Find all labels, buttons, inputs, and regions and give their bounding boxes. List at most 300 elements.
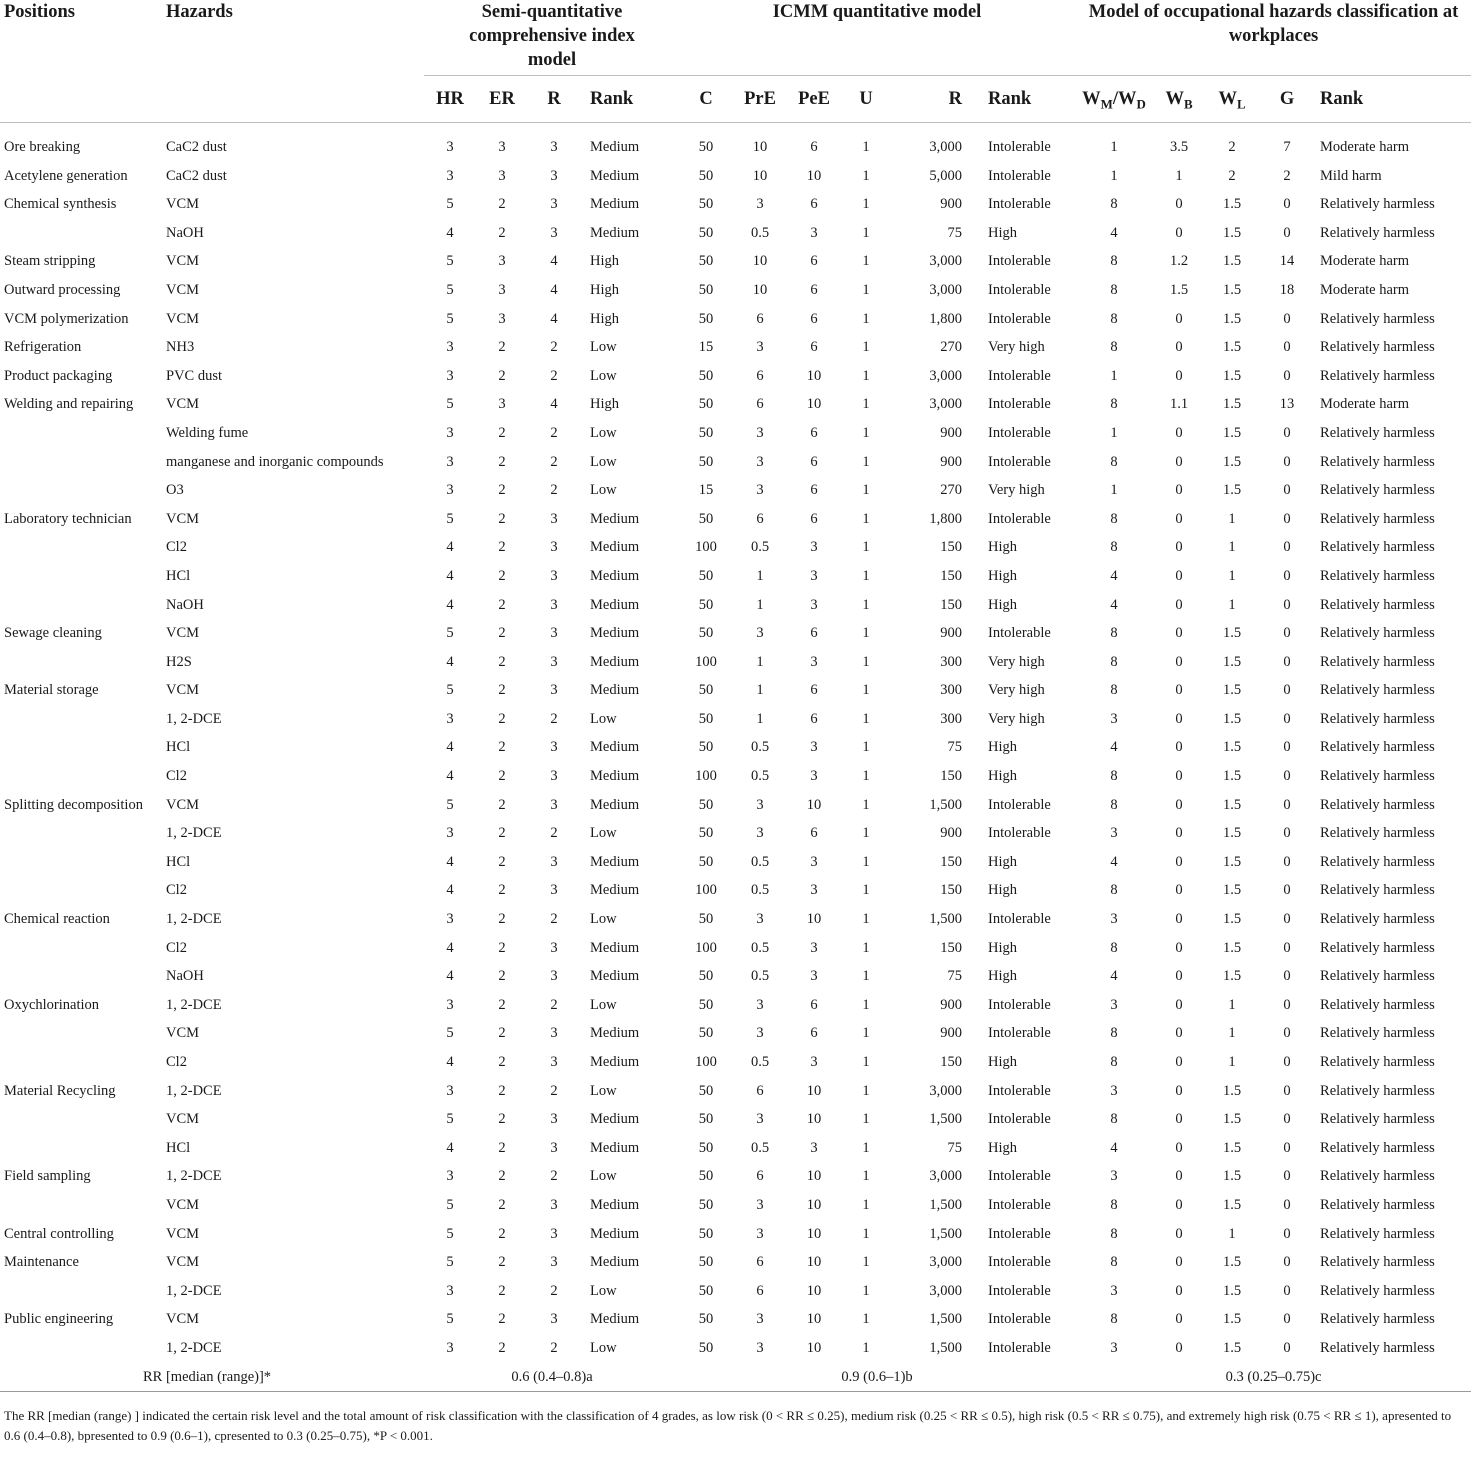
cell-pre: 3 xyxy=(756,196,764,213)
cell-er: 2 xyxy=(498,768,506,785)
cell-rank-model: Relatively harmless xyxy=(1320,825,1435,842)
cell-hazard: VCM xyxy=(166,1196,200,1213)
cell-wl: 1 xyxy=(1228,510,1236,527)
cell-wb: 0 xyxy=(1175,1311,1183,1328)
cell-r-icmm: 1,800 xyxy=(929,310,962,327)
table-row xyxy=(0,333,1471,362)
cell-position xyxy=(0,1191,162,1220)
cell-er: 2 xyxy=(498,853,506,870)
cell-position xyxy=(0,419,162,448)
cell-wl: 1.5 xyxy=(1222,1311,1242,1328)
cell-hr: 3 xyxy=(446,424,454,441)
cell-er: 2 xyxy=(498,1282,506,1299)
cell-pee: 10 xyxy=(806,1196,822,1213)
cell-rank-model: Relatively harmless xyxy=(1320,1225,1435,1242)
cell-hr: 3 xyxy=(446,453,454,470)
cell-wb: 0 xyxy=(1175,682,1183,699)
table-row xyxy=(0,276,1471,305)
cell-hr: 3 xyxy=(446,1282,454,1299)
cell-wb: 0 xyxy=(1175,1339,1183,1356)
cell-wl: 1 xyxy=(1228,996,1236,1013)
cell-r-icmm: 3,000 xyxy=(929,1168,962,1185)
cell-g: 0 xyxy=(1283,510,1291,527)
cell-hr: 5 xyxy=(446,1111,454,1128)
cell-wl: 1.5 xyxy=(1222,911,1242,928)
table-row xyxy=(0,476,1471,505)
cell-g: 0 xyxy=(1283,653,1291,670)
cell-c: 100 xyxy=(695,653,717,670)
cell-u: 1 xyxy=(862,1054,870,1070)
cell-er: 2 xyxy=(498,367,506,384)
cell-hazard: Cl2 xyxy=(166,1054,187,1070)
cell-g: 0 xyxy=(1283,339,1291,356)
cell-rank-semi: Medium xyxy=(590,1225,640,1242)
cell-u: 1 xyxy=(862,825,870,842)
cell-c: 50 xyxy=(698,796,714,813)
cell-pre: 0.5 xyxy=(750,1054,770,1070)
cell-wl: 2 xyxy=(1228,139,1236,155)
cell-c: 50 xyxy=(698,1311,714,1328)
cell-g: 0 xyxy=(1283,625,1291,642)
cell-rank-model: Relatively harmless xyxy=(1320,796,1435,813)
cell-rank-model: Relatively harmless xyxy=(1320,968,1435,985)
cell-rank-semi: Medium xyxy=(590,539,640,556)
cell-c: 50 xyxy=(698,1196,714,1213)
cell-er: 2 xyxy=(498,482,506,499)
cell-u: 1 xyxy=(862,1168,870,1185)
cell-rank-model: Relatively harmless xyxy=(1320,1339,1435,1356)
cell-wb: 0 xyxy=(1175,1196,1183,1213)
cell-r-icmm: 300 xyxy=(940,653,962,670)
cell-r-icmm: 1,500 xyxy=(929,1196,962,1213)
table-row xyxy=(0,162,1471,191)
cell-pee: 3 xyxy=(810,539,818,556)
cell-position xyxy=(0,1019,162,1048)
cell-u: 1 xyxy=(862,1111,870,1128)
cell-wb: 0 xyxy=(1175,567,1183,584)
cell-wb: 0 xyxy=(1175,1168,1183,1185)
table-row xyxy=(0,1105,1471,1134)
cell-g: 0 xyxy=(1283,796,1291,813)
cell-hr: 5 xyxy=(446,510,454,527)
cell-rank-icmm: High xyxy=(988,1139,1017,1156)
cell-rank-model: Relatively harmless xyxy=(1320,224,1435,241)
cell-hazard: NaOH xyxy=(166,596,204,613)
cell-hazard: VCM xyxy=(166,1025,200,1042)
cell-er: 2 xyxy=(498,882,506,899)
cell-c: 50 xyxy=(698,996,714,1013)
cell-r-semi: 3 xyxy=(550,653,558,670)
cell-c: 50 xyxy=(698,253,714,270)
cell-r-icmm: 1,500 xyxy=(929,796,962,813)
cell-rank-icmm: Intolerable xyxy=(988,424,1051,441)
cell-r-semi: 2 xyxy=(550,424,558,441)
cell-pre: 6 xyxy=(756,1082,764,1099)
cell-rank-icmm: Intolerable xyxy=(988,796,1051,813)
cell-pre: 0.5 xyxy=(750,539,770,556)
cell-rank-icmm: Intolerable xyxy=(988,196,1051,213)
cell-er: 2 xyxy=(498,1111,506,1128)
cell-rank-icmm: High xyxy=(988,968,1017,985)
cell-rank-icmm: Very high xyxy=(988,339,1045,356)
cell-g: 0 xyxy=(1283,911,1291,928)
cell-r-icmm: 900 xyxy=(940,825,962,842)
cell-wl: 1.5 xyxy=(1222,424,1242,441)
cell-pre: 0.5 xyxy=(750,224,770,241)
cell-wm-wd: 8 xyxy=(1110,796,1118,813)
cell-r-icmm: 150 xyxy=(940,1054,962,1070)
cell-rank-model: Relatively harmless xyxy=(1320,882,1435,899)
header-group-icmm-label: ICMM quantitative model xyxy=(772,2,982,22)
cell-wl: 1.5 xyxy=(1222,281,1242,298)
cell-wb: 3.5 xyxy=(1169,139,1189,155)
cell-u: 1 xyxy=(862,1282,870,1299)
cell-rank-model: Moderate harm xyxy=(1320,396,1410,413)
cell-rank-semi: Medium xyxy=(590,1254,640,1271)
cell-r-semi: 3 xyxy=(550,768,558,785)
cell-rank-semi: Low xyxy=(590,996,617,1013)
cell-hr: 4 xyxy=(446,653,454,670)
cell-er: 2 xyxy=(498,1139,506,1156)
table-row xyxy=(0,562,1471,591)
cell-pre: 10 xyxy=(752,167,768,184)
cell-u: 1 xyxy=(862,1339,870,1356)
cell-rank-semi: High xyxy=(590,281,619,298)
cell-pre: 3 xyxy=(756,1225,764,1242)
cell-er: 2 xyxy=(498,567,506,584)
cell-u: 1 xyxy=(862,1196,870,1213)
cell-rank-model: Relatively harmless xyxy=(1320,567,1435,584)
cell-er: 2 xyxy=(498,682,506,699)
cell-rank-icmm: Intolerable xyxy=(988,1168,1051,1185)
cell-wm-wd: 4 xyxy=(1110,968,1118,985)
cell-pee: 3 xyxy=(810,653,818,670)
cell-er: 2 xyxy=(498,911,506,928)
cell-g: 0 xyxy=(1283,482,1291,499)
cell-g: 2 xyxy=(1283,167,1291,184)
cell-rank-model: Relatively harmless xyxy=(1320,939,1435,956)
cell-rank-model: Relatively harmless xyxy=(1320,339,1435,356)
cell-wb: 0 xyxy=(1175,882,1183,899)
header-pre: PrE xyxy=(732,76,788,123)
cell-u: 1 xyxy=(862,396,870,413)
cell-r-semi: 3 xyxy=(550,567,558,584)
cell-r-icmm: 75 xyxy=(947,1139,962,1156)
cell-g: 0 xyxy=(1283,710,1291,727)
cell-pee: 3 xyxy=(810,1054,818,1070)
table-row xyxy=(0,733,1471,762)
cell-wm-wd: 1 xyxy=(1110,482,1118,499)
cell-wl: 1.5 xyxy=(1222,396,1242,413)
cell-wb: 1.1 xyxy=(1169,396,1189,413)
cell-c: 50 xyxy=(698,853,714,870)
cell-hazard: Cl2 xyxy=(166,939,187,956)
cell-hr: 4 xyxy=(446,939,454,956)
cell-rank-icmm: Intolerable xyxy=(988,1225,1051,1242)
cell-pee: 6 xyxy=(810,625,818,642)
cell-er: 2 xyxy=(498,710,506,727)
cell-hazard: VCM xyxy=(166,1311,200,1328)
cell-position xyxy=(0,819,162,848)
cell-r-semi: 3 xyxy=(550,882,558,899)
cell-pee: 3 xyxy=(810,768,818,785)
cell-hazard: HCl xyxy=(166,1139,191,1156)
header-wb: $W_B$ xyxy=(1154,76,1204,123)
cell-hr: 3 xyxy=(446,339,454,356)
cell-r-icmm: 1,500 xyxy=(929,911,962,928)
cell-r-semi: 2 xyxy=(550,339,558,356)
cell-rank-model: Relatively harmless xyxy=(1320,510,1435,527)
cell-pre: 6 xyxy=(756,1168,764,1185)
cell-hazard: Welding fume xyxy=(166,424,249,441)
cell-g: 0 xyxy=(1283,882,1291,899)
cell-r-semi: 3 xyxy=(550,596,558,613)
cell-c: 50 xyxy=(698,396,714,413)
cell-rank-model: Relatively harmless xyxy=(1320,367,1435,384)
cell-hr: 4 xyxy=(446,853,454,870)
cell-hazard: H2S xyxy=(166,653,192,670)
cell-position: Laboratory technician xyxy=(4,510,132,527)
cell-hr: 5 xyxy=(446,1311,454,1328)
cell-hazard: HCl xyxy=(166,739,191,756)
cell-er: 2 xyxy=(498,1196,506,1213)
cell-pre: 1 xyxy=(756,710,764,727)
cell-pre: 6 xyxy=(756,310,764,327)
cell-u: 1 xyxy=(862,424,870,441)
cell-u: 1 xyxy=(862,510,870,527)
cell-wl: 1.5 xyxy=(1222,1339,1242,1356)
cell-rank-semi: Medium xyxy=(590,1025,640,1042)
cell-rank-semi: Medium xyxy=(590,682,640,699)
cell-pee: 6 xyxy=(810,510,818,527)
cell-pre: 3 xyxy=(756,339,764,356)
cell-pee: 3 xyxy=(810,596,818,613)
cell-wm-wd: 3 xyxy=(1110,1168,1118,1185)
table-row xyxy=(0,1077,1471,1106)
cell-r-semi: 3 xyxy=(550,739,558,756)
cell-rank-model: Moderate harm xyxy=(1320,139,1410,155)
cell-er: 2 xyxy=(498,539,506,556)
cell-position xyxy=(0,1048,162,1077)
cell-r-semi: 2 xyxy=(550,482,558,499)
cell-pre: 10 xyxy=(752,281,768,298)
cell-pre: 10 xyxy=(752,139,768,155)
cell-rank-icmm: Intolerable xyxy=(988,1282,1051,1299)
cell-hazard: VCM xyxy=(166,1111,200,1128)
cell-r-semi: 3 xyxy=(550,539,558,556)
cell-pee: 3 xyxy=(810,882,818,899)
cell-hr: 3 xyxy=(446,710,454,727)
cell-rank-semi: Medium xyxy=(590,1196,640,1213)
cell-hr: 5 xyxy=(446,1025,454,1042)
cell-hazard: VCM xyxy=(166,310,200,327)
cell-rank-model: Relatively harmless xyxy=(1320,1054,1435,1070)
cell-rank-semi: Low xyxy=(590,825,617,842)
cell-pre: 6 xyxy=(756,1254,764,1271)
cell-pre: 3 xyxy=(756,996,764,1013)
cell-pre: 1 xyxy=(756,567,764,584)
cell-position: Public engineering xyxy=(4,1311,114,1328)
cell-pre: 3 xyxy=(756,1025,764,1042)
cell-r-semi: 3 xyxy=(550,224,558,241)
table-row xyxy=(0,934,1471,963)
cell-hr: 4 xyxy=(446,1054,454,1070)
cell-rank-semi: Low xyxy=(590,1168,617,1185)
cell-wb: 0 xyxy=(1175,710,1183,727)
cell-pre: 3 xyxy=(756,1196,764,1213)
cell-rank-model: Relatively harmless xyxy=(1320,424,1435,441)
cell-g: 0 xyxy=(1283,968,1291,985)
cell-wl: 1.5 xyxy=(1222,796,1242,813)
cell-c: 50 xyxy=(698,911,714,928)
cell-c: 50 xyxy=(698,1111,714,1128)
table-row xyxy=(0,991,1471,1020)
cell-r-semi: 3 xyxy=(550,1054,558,1070)
header-hazards: Hazards xyxy=(162,0,424,123)
cell-rank-semi: Medium xyxy=(590,1054,640,1070)
cell-hr: 3 xyxy=(446,167,454,184)
rr-model: 0.3 (0.25–0.75)c xyxy=(1074,1363,1471,1392)
cell-g: 0 xyxy=(1283,1168,1291,1185)
cell-rank-semi: Medium xyxy=(590,596,640,613)
cell-c: 50 xyxy=(698,1025,714,1042)
cell-r-icmm: 150 xyxy=(940,768,962,785)
cell-rank-icmm: High xyxy=(988,739,1017,756)
cell-u: 1 xyxy=(862,196,870,213)
header-g: G xyxy=(1260,76,1314,123)
cell-position xyxy=(0,1277,162,1306)
cell-position: Splitting decomposition xyxy=(4,796,143,813)
cell-pre: 0.5 xyxy=(750,1139,770,1156)
cell-hr: 3 xyxy=(446,1339,454,1356)
cell-rank-semi: Low xyxy=(590,1082,617,1099)
cell-hazard: 1, 2-DCE xyxy=(166,1282,222,1299)
cell-g: 0 xyxy=(1283,1282,1291,1299)
cell-wm-wd: 3 xyxy=(1110,996,1118,1013)
cell-g: 0 xyxy=(1283,996,1291,1013)
cell-er: 2 xyxy=(498,596,506,613)
cell-g: 0 xyxy=(1283,1139,1291,1156)
cell-position xyxy=(0,962,162,991)
cell-hazard: Cl2 xyxy=(166,539,187,556)
header-group-semi xyxy=(424,0,680,76)
cell-position: Central controlling xyxy=(4,1225,114,1242)
cell-u: 1 xyxy=(862,710,870,727)
cell-er: 3 xyxy=(498,139,506,155)
cell-r-icmm: 3,000 xyxy=(929,367,962,384)
cell-u: 1 xyxy=(862,625,870,642)
cell-hazard: VCM xyxy=(166,1225,200,1242)
cell-hazard: VCM xyxy=(166,196,200,213)
cell-rank-icmm: Intolerable xyxy=(988,1196,1051,1213)
cell-wb: 0 xyxy=(1175,1054,1183,1070)
cell-g: 0 xyxy=(1283,1339,1291,1356)
cell-c: 50 xyxy=(698,1168,714,1185)
cell-r-semi: 3 xyxy=(550,1111,558,1128)
cell-rank-semi: Low xyxy=(590,339,617,356)
cell-r-semi: 4 xyxy=(550,253,558,270)
cell-er: 2 xyxy=(498,1254,506,1271)
cell-u: 1 xyxy=(862,939,870,956)
cell-er: 2 xyxy=(498,625,506,642)
cell-pee: 10 xyxy=(806,1111,822,1128)
cell-er: 3 xyxy=(498,281,506,298)
cell-rank-model: Relatively harmless xyxy=(1320,539,1435,556)
cell-rank-semi: Medium xyxy=(590,139,640,155)
cell-pee: 10 xyxy=(806,1168,822,1185)
cell-rank-icmm: Very high xyxy=(988,710,1045,727)
cell-c: 50 xyxy=(698,510,714,527)
cell-r-semi: 2 xyxy=(550,1168,558,1185)
cell-g: 0 xyxy=(1283,539,1291,556)
cell-r-icmm: 3,000 xyxy=(929,396,962,413)
cell-wl: 1 xyxy=(1228,1225,1236,1242)
cell-wm-wd: 8 xyxy=(1110,510,1118,527)
cell-rank-icmm: High xyxy=(988,224,1017,241)
cell-g: 0 xyxy=(1283,453,1291,470)
cell-r-semi: 3 xyxy=(550,1196,558,1213)
table-row xyxy=(0,505,1471,534)
cell-er: 2 xyxy=(498,339,506,356)
cell-pre: 10 xyxy=(752,253,768,270)
cell-position: Chemical synthesis xyxy=(4,196,117,213)
cell-er: 2 xyxy=(498,996,506,1013)
cell-position: Steam stripping xyxy=(4,253,96,270)
cell-hazard: VCM xyxy=(166,682,200,699)
cell-wb: 0 xyxy=(1175,339,1183,356)
cell-er: 3 xyxy=(498,253,506,270)
cell-position xyxy=(0,733,162,762)
cell-wb: 0 xyxy=(1175,653,1183,670)
cell-wb: 0 xyxy=(1175,539,1183,556)
header-pee: PeE xyxy=(788,76,840,123)
cell-rank-model: Mild harm xyxy=(1320,167,1382,184)
cell-hr: 5 xyxy=(446,625,454,642)
cell-r-semi: 2 xyxy=(550,911,558,928)
cell-wl: 1.5 xyxy=(1222,1139,1242,1156)
cell-c: 50 xyxy=(698,367,714,384)
cell-rank-icmm: Intolerable xyxy=(988,453,1051,470)
cell-pre: 6 xyxy=(756,1282,764,1299)
cell-hr: 5 xyxy=(446,310,454,327)
table-row xyxy=(0,247,1471,276)
cell-rank-icmm: High xyxy=(988,567,1017,584)
cell-r-icmm: 150 xyxy=(940,882,962,899)
cell-wm-wd: 3 xyxy=(1110,710,1118,727)
cell-rank-icmm: Intolerable xyxy=(988,281,1051,298)
cell-c: 50 xyxy=(698,596,714,613)
cell-pee: 6 xyxy=(810,453,818,470)
cell-hazard: PVC dust xyxy=(166,367,223,384)
cell-er: 3 xyxy=(498,396,506,413)
cell-wl: 1 xyxy=(1228,596,1236,613)
cell-r-semi: 3 xyxy=(550,796,558,813)
cell-rank-icmm: Intolerable xyxy=(988,825,1051,842)
cell-position xyxy=(0,1134,162,1163)
cell-rank-semi: Medium xyxy=(590,510,640,527)
cell-wb: 0 xyxy=(1175,310,1183,327)
cell-pre: 3 xyxy=(756,911,764,928)
header-wl: $W_L$ xyxy=(1204,76,1260,123)
cell-wm-wd: 8 xyxy=(1110,339,1118,356)
cell-er: 2 xyxy=(498,825,506,842)
cell-wb: 0 xyxy=(1175,1139,1183,1156)
cell-wb: 0 xyxy=(1175,596,1183,613)
cell-c: 50 xyxy=(698,310,714,327)
cell-wl: 1 xyxy=(1228,567,1236,584)
cell-r-icmm: 150 xyxy=(940,596,962,613)
cell-r-semi: 2 xyxy=(550,1082,558,1099)
